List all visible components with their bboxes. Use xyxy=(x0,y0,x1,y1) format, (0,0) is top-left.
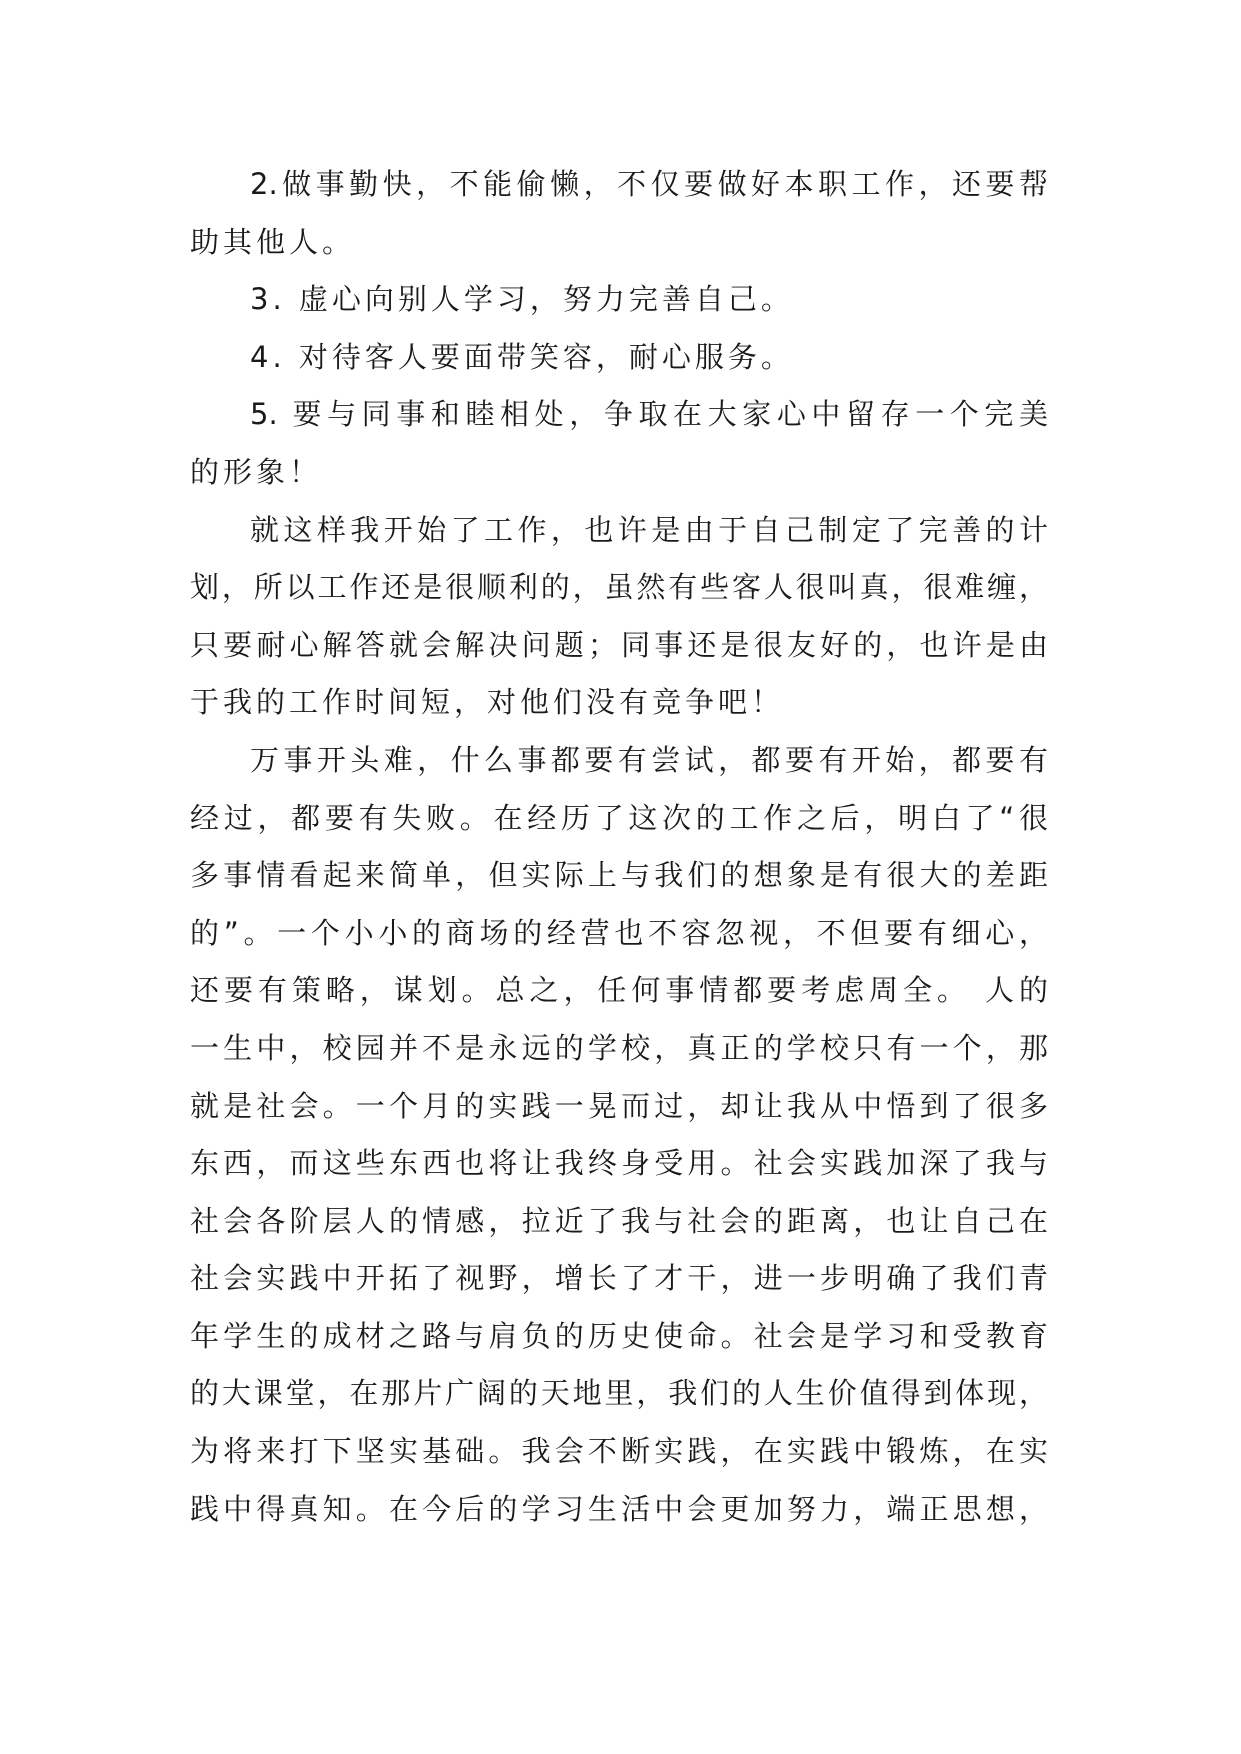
text-line: 年学生的成材之路与肩负的历史使命。社会是学习和受教育 xyxy=(190,1318,1048,1353)
text-line: 的大课堂，在那片广阔的天地里，我们的人生价值得到体现， xyxy=(190,1376,1048,1411)
text-line: 5. 要与同事和睦相处，争取在大家心中留存一个完美 xyxy=(250,397,1048,432)
body-text xyxy=(190,156,1048,1538)
text-line: 万事开头难，什么事都要有尝试，都要有开始，都要有 xyxy=(250,742,1048,777)
text-line: 的形象！ xyxy=(190,454,323,489)
text-line: 践中得真知。在今后的学习生活中会更加努力，端正思想， xyxy=(190,1491,1048,1526)
text-line: 2.做事勤快，不能偷懒，不仅要做好本职工作，还要帮 xyxy=(250,167,1048,201)
text-line: 社会实践中开拓了视野，增长了才干，进一步明确了我们青 xyxy=(190,1261,1048,1296)
text-line: 只要耐心解答就会解决问题；同事还是很友好的，也许是由 xyxy=(190,627,1048,662)
text-line: 于我的工作时间短，对他们没有竞争吧！ xyxy=(190,685,785,720)
text-line: 就这样我开始了工作，也许是由于自己制定了完善的计 xyxy=(250,512,1048,547)
paragraph xyxy=(190,156,1048,271)
text-line: 助其他人。 xyxy=(190,224,356,259)
text-line: 4. 对待客人要面带笑容，耐心服务。 xyxy=(250,339,794,374)
paragraph xyxy=(190,386,1048,501)
text-line: 社会各阶层人的情感，拉近了我与社会的距离，也让自己在 xyxy=(190,1203,1048,1238)
text-line: 一生中，校园并不是永远的学校，真正的学校只有一个，那 xyxy=(190,1030,1048,1065)
text-line: 多事情看起来简单，但实际上与我们的想象是有很大的差距 xyxy=(190,858,1048,893)
text-line: 东西，而这些东西也将让我终身受用。社会实践加深了我与 xyxy=(190,1146,1048,1181)
paragraph xyxy=(190,502,1048,732)
text-line: 还要有策略，谋划。总之，任何事情都要考虑周全。 人的 xyxy=(190,973,1048,1008)
text-line: 为将来打下坚实基础。我会不断实践，在实践中锻炼，在实 xyxy=(190,1434,1048,1469)
paragraph xyxy=(190,329,1048,387)
paragraph xyxy=(190,732,1048,1538)
paragraph xyxy=(190,271,1048,329)
text-line: 划，所以工作还是很顺利的，虽然有些客人很叫真，很难缠， xyxy=(190,570,1048,605)
text-line: 就是社会。一个月的实践一晃而过，却让我从中悟到了很多 xyxy=(190,1088,1048,1123)
text-line: 的”。一个小小的商场的经营也不容忽视，不但要有细心， xyxy=(190,915,1048,950)
text-line: 3. 虚心向别人学习，努力完善自己。 xyxy=(250,282,794,317)
text-line: 经过，都要有失败。在经历了这次的工作之后，明白了“很 xyxy=(190,800,1048,835)
